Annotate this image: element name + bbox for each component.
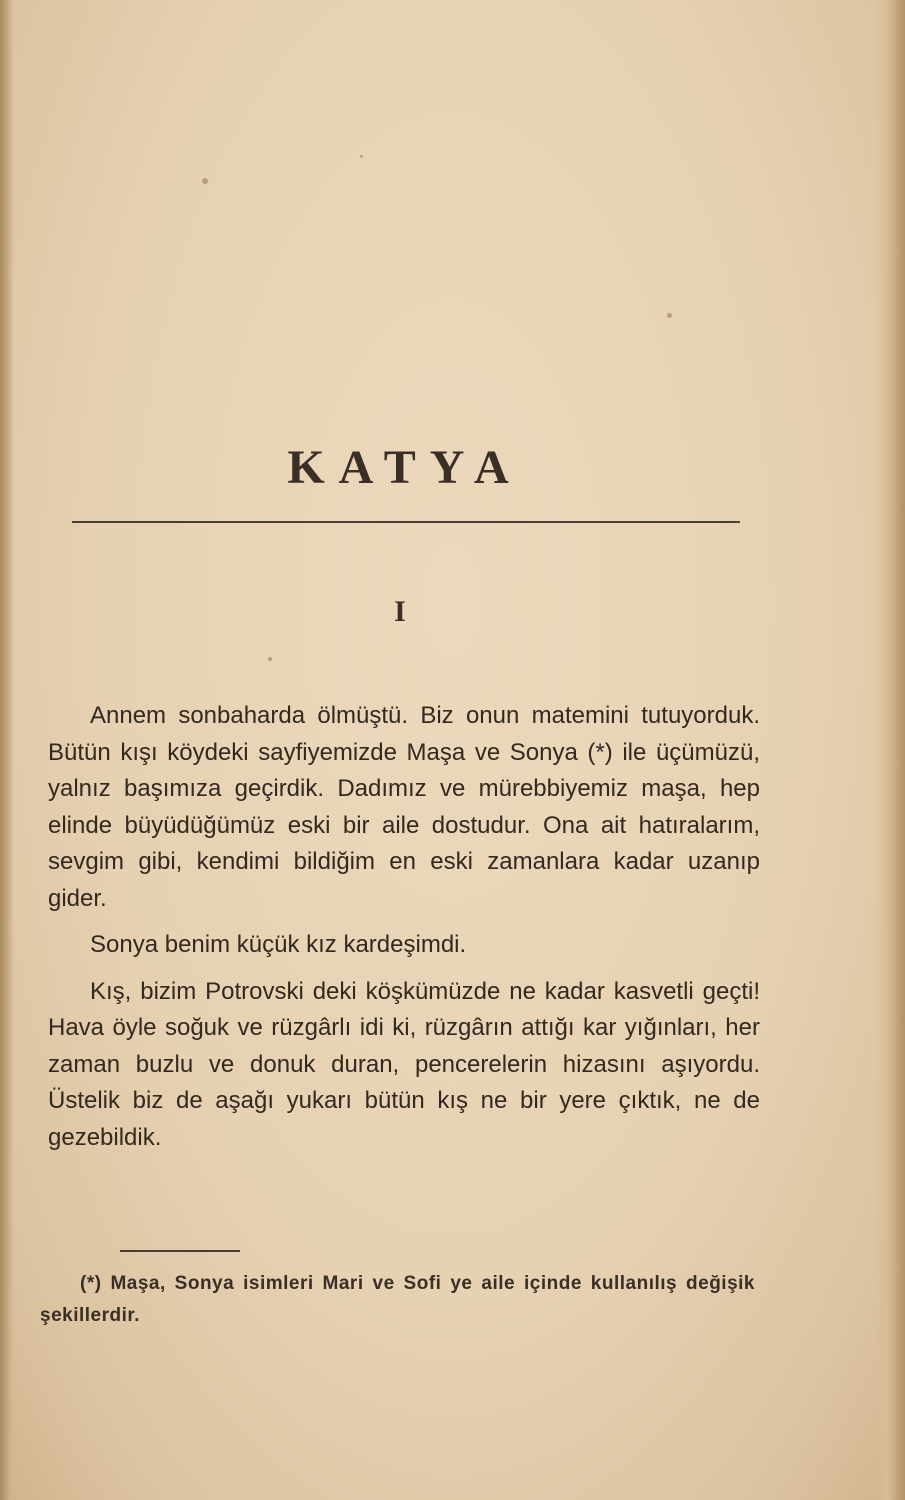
paper-spot [360, 155, 363, 158]
chapter-number: I [394, 595, 406, 628]
paragraph: Sonya benim küçük kız kardeşimdi. [90, 931, 467, 958]
title-divider [72, 521, 740, 523]
paper-spot [667, 313, 672, 318]
book-title: KATYA [287, 441, 523, 494]
paragraph: Annem sonbaharda ölmüştü. Biz onun matemini tutuyorduk. Bütün kışı köydeki sayfiyemizde Maşa ve Sonya (*) ile üçümüzü, yalnız başımıza geçirdik. Dadımız ve mürebbiyemiz maşa, hep elinde büyüdüğümüz eski bir aile dostudur. Ona ait hatıralarım, sevgim gibi, kendimi bildiğim en eski zamanlara kadar uzanıp gider. [48, 702, 760, 912]
paragraph: Kış, bizim Potrovski deki köşkümüzde ne kadar kasvetli geçti! Hava öyle soğuk ve rüzgârlı idi ki, rüzgârın attığı kar yığınları, her zaman buzlu ve donuk duran, pencerelerin hizasını aşıyordu. Üstelik biz de aşağı yukarı bütün kış ne bir yere çıktık, ne de gezebildik. [48, 977, 760, 1151]
body-text [48, 698, 760, 1166]
paper-spot [202, 178, 208, 184]
footnote-divider [120, 1250, 240, 1252]
paper-spot [268, 657, 272, 661]
footnote: (*) Maşa, Sonya isimleri Mari ve Sofi ye aile içinde kullanılış değişik şekillerdir. [40, 1273, 755, 1326]
